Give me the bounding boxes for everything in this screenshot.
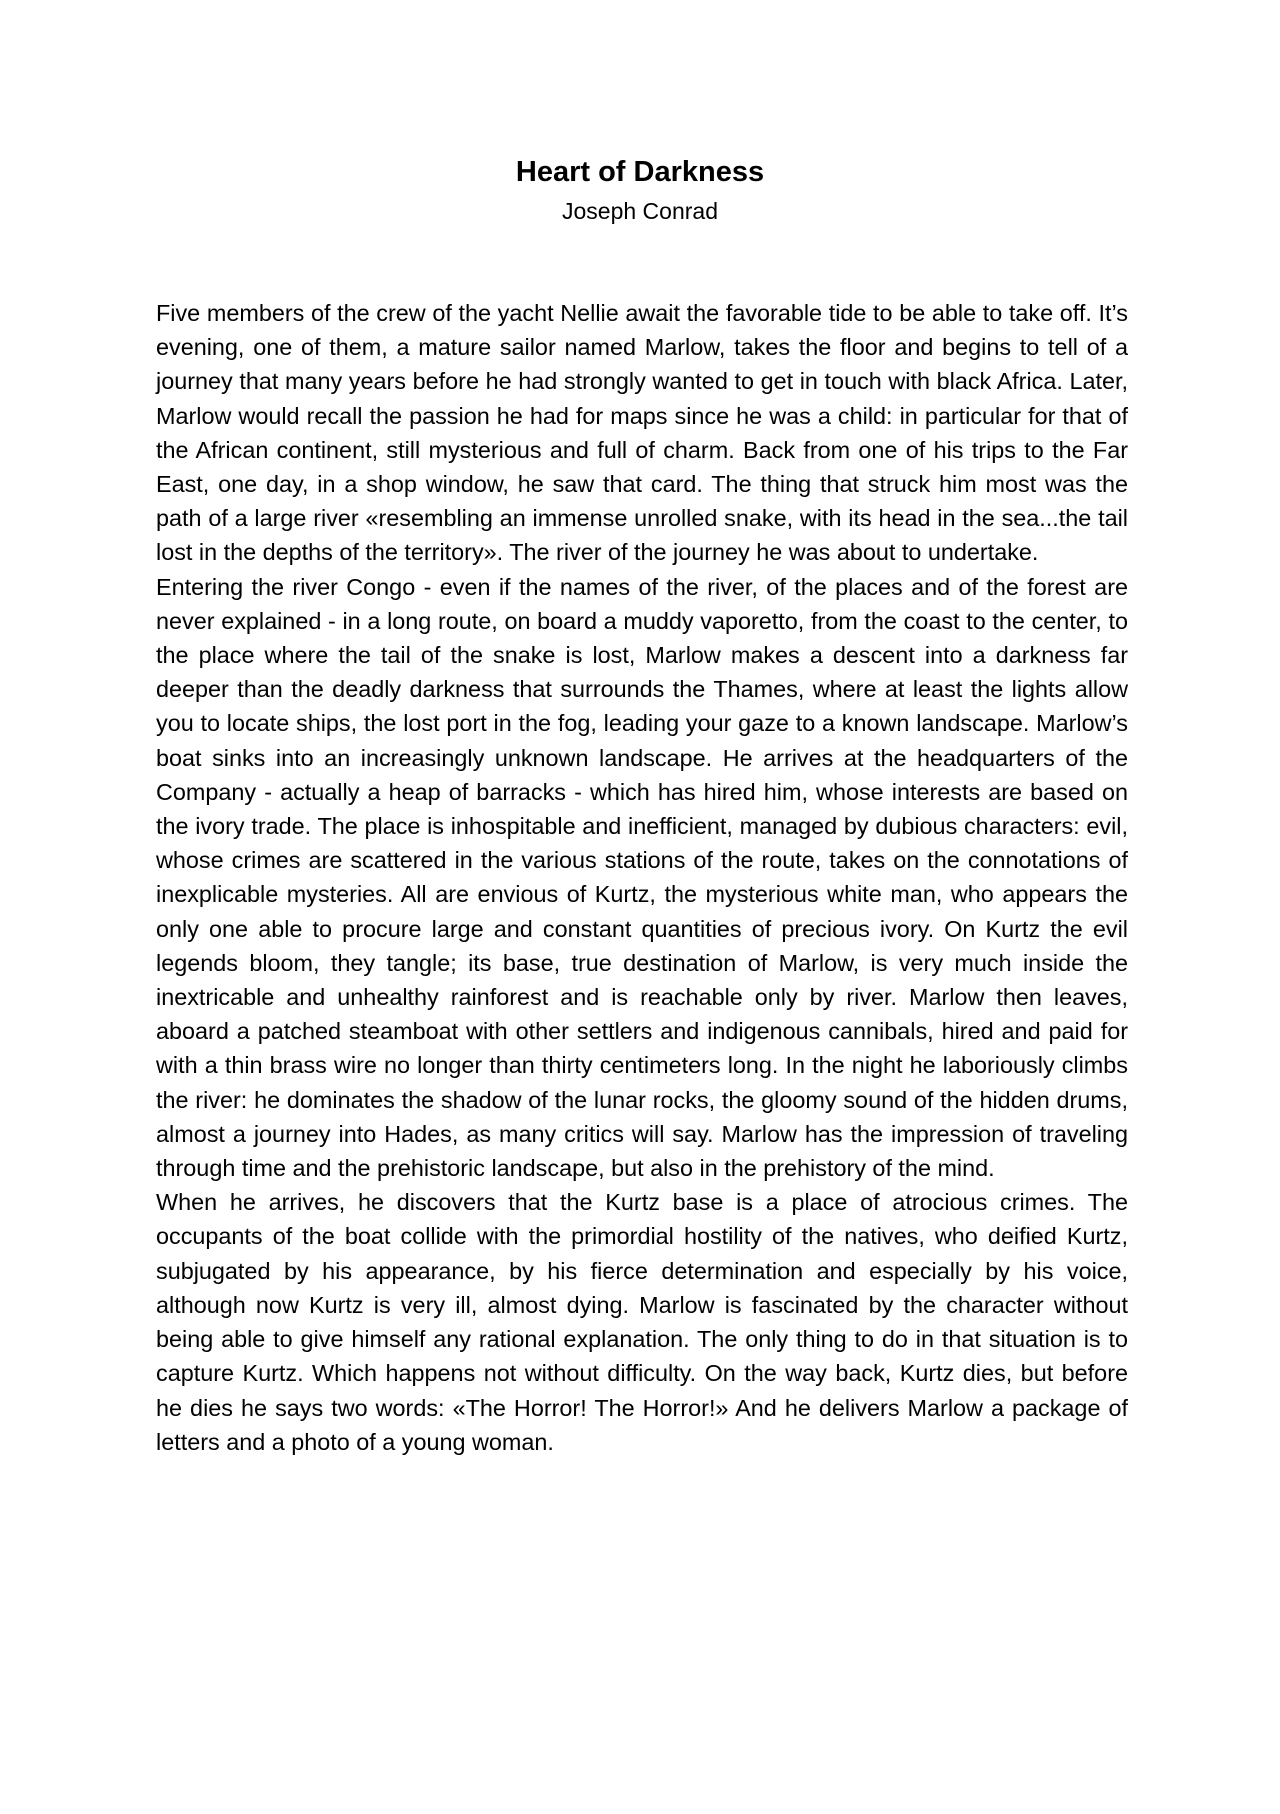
- document-body: [156, 296, 1128, 1459]
- document-author: Joseph Conrad: [562, 198, 718, 224]
- paragraph-2: Entering the river Congo - even if the names of the river, of the places and of the forest are never explained - in a long route, on board a muddy vaporetto, from the coast to the center, to the place where the tail of the snake is lost, Marlow makes a descent into a darkness far deeper than the deadly darkness that surrounds the Thames, where at least the lights allow you to locate ships, the lost port in the fog, leading your gaze to a known landscape. Marlow’s boat sinks into an increasingly unknown landscape. He arrives at the headquarters of the Company - actually a heap of barracks - which has hired him, whose interests are based on the ivory trade. The place is inhospitable and inefficient, managed by dubious characters: evil, whose crimes are scattered in the various stations of the route, takes on the connotations of inexplicable mysteries. All are envious of Kurtz, the mysterious white man, who appears the only one able to procure large and constant quantities of precious ivory. On Kurtz the evil legends bloom, they tangle; its base, true destination of Marlow, is very much inside the inextricable and unhealthy rainforest and is reachable only by river. Marlow then leaves, aboard a patched steamboat with other settlers and indigenous cannibals, hired and paid for with a thin brass wire no longer than thirty centimeters long. In the night he laboriously climbs the river: he dominates the shadow of the lunar rocks, the gloomy sound of the hidden drums, almost a journey into Hades, as many critics will say. Marlow has the impression of traveling through time and the prehistoric landscape, but also in the prehistory of the mind.: [156, 573, 1128, 1182]
- paragraph-3: When he arrives, he discovers that the Kurtz base is a place of atrocious crimes. The occupants of the boat collide with the primordial hostility of the natives, who deified Kurtz, subjugated by his appearance, by his fierce determination and especially by his voice, although now Kurtz is very ill, almost dying. Marlow is fascinated by the character without being able to give himself any rational explanation. The only thing to do in that situation is to capture Kurtz. Which happens not without difficulty. On the way back, Kurtz dies, but before he dies he says two words: «The Horror! The Horror!» And he delivers Marlow a package of letters and a photo of a young woman.: [156, 1189, 1128, 1455]
- document-title: Heart of Darkness: [515, 156, 765, 188]
- paragraph-1: Five members of the crew of the yacht Nellie await the favorable tide to be able to take off. It’s evening, one of them, a mature sailor named Marlow, takes the floor and begins to tell of a journey that many years before he had strongly wanted to get in touch with black Africa. Later, Marlow would recall the passion he had for maps since he was a child: in particular for that of the African continent, still mysterious and full of charm. Back from one of his trips to the Far East, one day, in a shop window, he saw that card. The thing that struck him most was the path of a large river «resembling an immense unrolled snake, with its head in the sea...the tail lost in the depths of the territory». The river of the journey he was about to undertake.: [156, 300, 1128, 566]
